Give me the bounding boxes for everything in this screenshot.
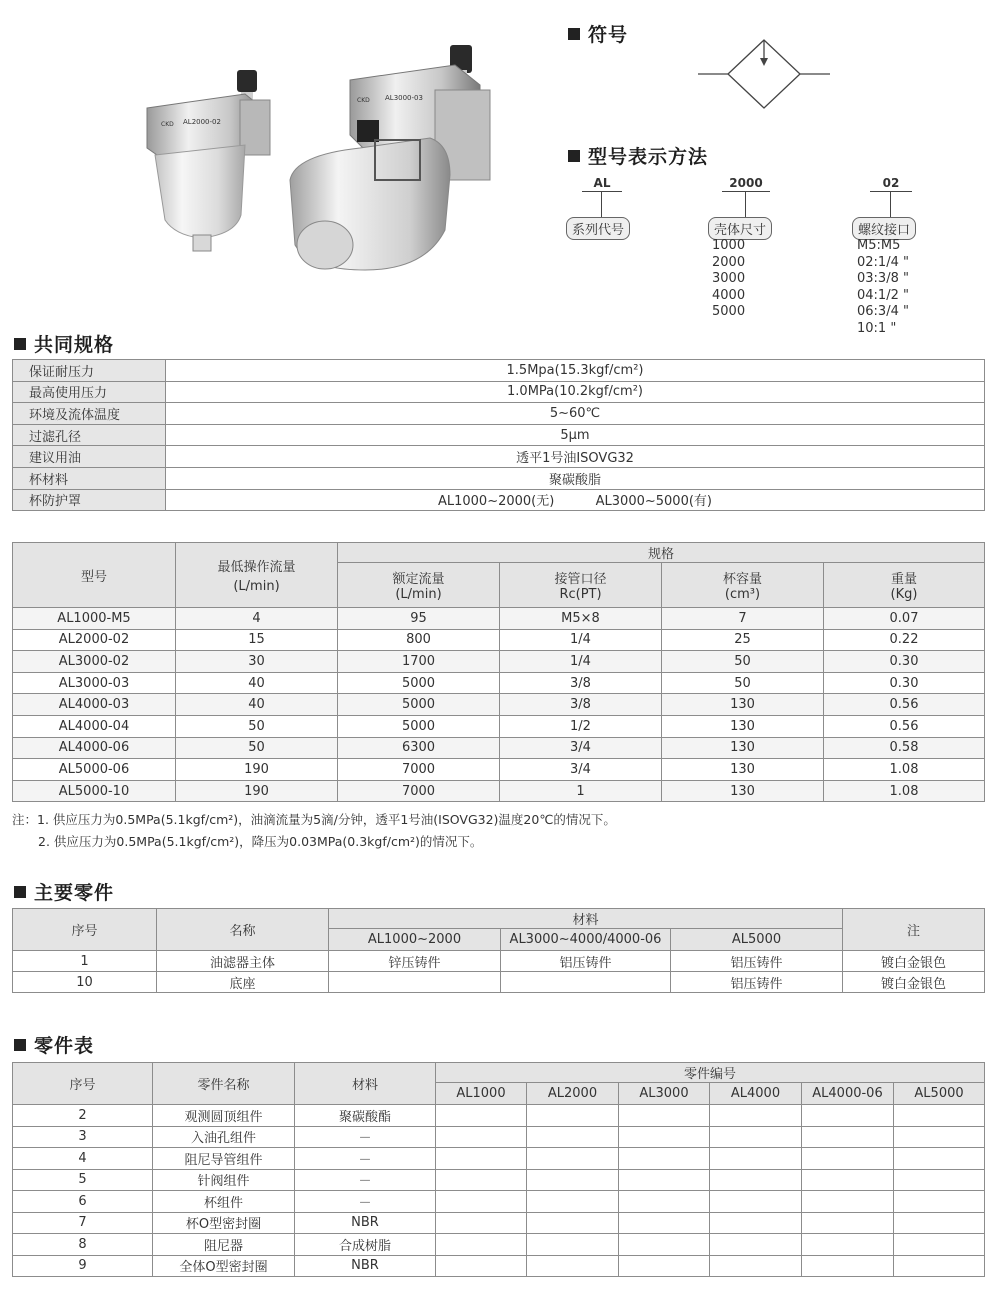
cell-part-number <box>710 1105 802 1127</box>
table-row <box>13 1126 985 1148</box>
table-row <box>13 672 985 694</box>
cell-port: 1/4 <box>500 629 662 651</box>
table-row <box>13 1191 985 1213</box>
cell-part-number <box>527 1191 619 1213</box>
cell-material-al3000-4000 <box>501 972 671 993</box>
cell-part-number <box>894 1191 985 1213</box>
cell-material: － <box>295 1126 436 1148</box>
table-row <box>13 608 985 630</box>
spec-row: 保证耐压力 1.5Mpa(15.3kgf/cm²) <box>13 360 985 382</box>
spec-row: 杯材料 聚碳酸脂 <box>13 467 985 489</box>
series-code-connector <box>601 191 602 217</box>
header-rated-flow: 额定流量 (L/min) <box>338 563 500 608</box>
cell-part-number <box>619 1212 710 1234</box>
size-code-connector <box>745 191 746 217</box>
cell-port: 3/4 <box>500 759 662 781</box>
port-options: M5:M5 02:1/4 " 03:3/8 " 04:1/2 " 06:3/4 " 10:1 " <box>857 238 909 336</box>
cell-port: 3/4 <box>500 737 662 759</box>
cell-weight: 0.07 <box>824 608 985 630</box>
cell-part-number <box>802 1126 894 1148</box>
cell-no: 4 <box>13 1148 153 1170</box>
table-row <box>13 1105 985 1127</box>
header-model-al4000-06: AL4000-06 <box>802 1083 894 1105</box>
cell-part-number <box>710 1212 802 1234</box>
cell-part-number <box>436 1126 527 1148</box>
header-material: 材料 <box>329 909 843 929</box>
cell-min-flow: 40 <box>176 694 338 716</box>
cell-weight: 1.08 <box>824 780 985 802</box>
header-no: 序号 <box>13 909 157 951</box>
bullet-square-icon <box>14 886 26 898</box>
bullet-square-icon <box>568 28 580 40</box>
cell-part-name: 入油孔组件 <box>153 1126 295 1148</box>
port-code-connector <box>890 191 891 217</box>
main-parts-table <box>12 908 985 993</box>
cell-part-number <box>802 1191 894 1213</box>
cell-cup-capacity: 130 <box>662 715 824 737</box>
header-name: 名称 <box>157 909 329 951</box>
size-code-underline <box>722 191 770 192</box>
cell-material: NBR <box>295 1212 436 1234</box>
header-min-flow: 最低操作流量 (L/min) <box>176 543 338 608</box>
cell-weight: 0.56 <box>824 715 985 737</box>
cell-weight: 0.58 <box>824 737 985 759</box>
cell-part-number <box>710 1255 802 1277</box>
cell-part-number <box>527 1234 619 1256</box>
table-row <box>13 737 985 759</box>
table-row <box>13 951 985 972</box>
cell-weight: 0.30 <box>824 651 985 673</box>
header-spec: 规格 <box>338 543 985 563</box>
cell-part-number <box>802 1169 894 1191</box>
cell-rated-flow: 7000 <box>338 759 500 781</box>
series-label: 系列代号 <box>566 217 630 240</box>
header-part-no: 零件编号 <box>436 1063 985 1083</box>
cell-part-number <box>619 1148 710 1170</box>
cell-no: 8 <box>13 1234 153 1256</box>
size-options: 1000 2000 3000 4000 5000 <box>712 238 746 320</box>
cell-part-number <box>619 1234 710 1256</box>
cell-rated-flow: 5000 <box>338 694 500 716</box>
header-model-al1000: AL1000 <box>436 1083 527 1105</box>
spec-row: 建议用油 透平1号油ISOVG32 <box>13 446 985 468</box>
cell-part-number <box>894 1255 985 1277</box>
cell-part-name: 针阀组件 <box>153 1169 295 1191</box>
cell-part-number <box>894 1126 985 1148</box>
main-parts-title: 主要零件 <box>14 878 114 905</box>
cell-part-number <box>894 1105 985 1127</box>
port-code: 02 <box>882 176 900 190</box>
note-1: 注：1. 供应压力为0.5MPa(5.1kgf/cm²)，油滴流量为5滴/分钟，透平1号油(ISOVG32)温度20℃的情况下。 <box>12 812 616 827</box>
cell-name: 油滤器主体 <box>157 951 329 972</box>
cell-part-number <box>802 1212 894 1234</box>
lubricator-small <box>147 70 270 251</box>
cell-no: 2 <box>13 1105 153 1127</box>
cell-part-number <box>894 1148 985 1170</box>
header-model-al2000: AL2000 <box>527 1083 619 1105</box>
cell-part-number <box>710 1169 802 1191</box>
cell-weight: 0.30 <box>824 672 985 694</box>
cell-part-number <box>710 1148 802 1170</box>
cell-min-flow: 40 <box>176 672 338 694</box>
cell-cup-capacity: 25 <box>662 629 824 651</box>
cell-part-number <box>894 1169 985 1191</box>
cell-model: AL4000-04 <box>13 715 176 737</box>
bullet-square-icon <box>14 1039 26 1051</box>
cell-material-al1000-2000: 锌压铸件 <box>329 951 501 972</box>
cell-model: AL4000-03 <box>13 694 176 716</box>
cell-part-number <box>619 1191 710 1213</box>
cell-rated-flow: 1700 <box>338 651 500 673</box>
series-code: AL <box>593 176 611 190</box>
cell-rated-flow: 5000 <box>338 715 500 737</box>
cell-part-name: 全体O型密封圈 <box>153 1255 295 1277</box>
cell-material: － <box>295 1191 436 1213</box>
cell-no: 6 <box>13 1191 153 1213</box>
brand-large: CKD <box>357 97 370 104</box>
header-weight: 重量 (Kg) <box>824 563 985 608</box>
table-row <box>13 629 985 651</box>
header-note: 注 <box>843 909 985 951</box>
table-row <box>13 1234 985 1256</box>
header-port: 接管口径 Rc(PT) <box>500 563 662 608</box>
parts-list-title: 零件表 <box>14 1031 94 1058</box>
cell-part-number <box>527 1105 619 1127</box>
cell-part-number <box>436 1255 527 1277</box>
bullet-square-icon <box>568 150 580 162</box>
cell-part-number <box>619 1105 710 1127</box>
cell-rated-flow: 5000 <box>338 672 500 694</box>
cell-port: M5×8 <box>500 608 662 630</box>
cell-min-flow: 15 <box>176 629 338 651</box>
cell-no: 7 <box>13 1212 153 1234</box>
header-part-name: 零件名称 <box>153 1063 295 1105</box>
cell-part-number <box>527 1126 619 1148</box>
cell-min-flow: 50 <box>176 715 338 737</box>
header-model-al3000: AL3000 <box>619 1083 710 1105</box>
cell-model: AL5000-06 <box>13 759 176 781</box>
header-cup: 杯容量 (cm³) <box>662 563 824 608</box>
cell-no: 9 <box>13 1255 153 1277</box>
cell-note: 镀白金银色 <box>843 972 985 993</box>
size-label: 壳体尺寸 <box>708 217 772 240</box>
cell-material: 聚碳酸酯 <box>295 1105 436 1127</box>
table-row <box>13 1255 985 1277</box>
cell-material: － <box>295 1169 436 1191</box>
cell-part-number <box>802 1234 894 1256</box>
header-model-al4000: AL4000 <box>710 1083 802 1105</box>
cell-rated-flow: 6300 <box>338 737 500 759</box>
lubricator-symbol-icon <box>698 38 830 114</box>
cell-part-number <box>619 1169 710 1191</box>
cell-part-name: 杯组件 <box>153 1191 295 1213</box>
spec-row: 环境及流体温度 5~60℃ <box>13 403 985 425</box>
cell-min-flow: 30 <box>176 651 338 673</box>
cell-min-flow: 4 <box>176 608 338 630</box>
cell-part-number <box>710 1126 802 1148</box>
cell-part-number <box>527 1169 619 1191</box>
cell-material: 合成树脂 <box>295 1234 436 1256</box>
table-row <box>13 651 985 673</box>
cell-name: 底座 <box>157 972 329 993</box>
cell-model: AL3000-02 <box>13 651 176 673</box>
header-model: 型号 <box>13 543 176 608</box>
cell-cup-capacity: 130 <box>662 737 824 759</box>
cell-part-name: 阻尼器 <box>153 1234 295 1256</box>
cell-part-number <box>436 1105 527 1127</box>
cell-port: 3/8 <box>500 694 662 716</box>
cell-cup-capacity: 50 <box>662 672 824 694</box>
cell-min-flow: 190 <box>176 759 338 781</box>
cell-part-number <box>436 1191 527 1213</box>
cell-part-number <box>710 1191 802 1213</box>
model-code-title: 型号表示方法 <box>568 142 708 169</box>
cell-no: 1 <box>13 951 157 972</box>
cell-rated-flow: 7000 <box>338 780 500 802</box>
cell-weight: 1.08 <box>824 759 985 781</box>
cell-model: AL5000-10 <box>13 780 176 802</box>
table-row <box>13 1169 985 1191</box>
product-illustration <box>95 30 495 290</box>
cell-part-number <box>894 1234 985 1256</box>
note-2: 2. 供应压力为0.5MPa(5.1kgf/cm²)，降压为0.03MPa(0.3kgf/cm²)的情况下。 <box>38 834 483 849</box>
series-code-underline <box>582 191 622 192</box>
cell-min-flow: 50 <box>176 737 338 759</box>
label-small: AL2000-02 <box>183 118 221 126</box>
cell-part-number <box>527 1148 619 1170</box>
table-row <box>13 1148 985 1170</box>
cell-part-number <box>436 1234 527 1256</box>
cell-part-number <box>436 1212 527 1234</box>
cell-material-al1000-2000 <box>329 972 501 993</box>
cell-min-flow: 190 <box>176 780 338 802</box>
cell-part-number <box>527 1255 619 1277</box>
brand-small: CKD <box>161 121 174 128</box>
model-spec-table <box>12 542 985 802</box>
cell-cup-capacity: 130 <box>662 759 824 781</box>
cell-part-number <box>802 1255 894 1277</box>
port-code-underline <box>870 191 912 192</box>
cell-part-number <box>802 1105 894 1127</box>
table-row <box>13 1212 985 1234</box>
port-label: 螺纹接口 <box>852 217 916 240</box>
size-code: 2000 <box>729 176 763 190</box>
cell-part-name: 杯O型密封圈 <box>153 1212 295 1234</box>
table-row <box>13 780 985 802</box>
cell-model: AL4000-06 <box>13 737 176 759</box>
table-row <box>13 972 985 993</box>
spec-row: 过滤孔径 5μm <box>13 424 985 446</box>
product-photos <box>95 30 495 290</box>
cell-port: 3/8 <box>500 672 662 694</box>
symbol-title: 符号 <box>568 20 628 47</box>
cell-part-name: 观测圆顶组件 <box>153 1105 295 1127</box>
cell-part-number <box>436 1148 527 1170</box>
cell-part-number <box>619 1255 710 1277</box>
cell-no: 10 <box>13 972 157 993</box>
cell-part-name: 阻尼导管组件 <box>153 1148 295 1170</box>
header-col1: AL1000~2000 <box>329 929 501 951</box>
table-row <box>13 759 985 781</box>
cell-no: 3 <box>13 1126 153 1148</box>
cell-part-number <box>527 1212 619 1234</box>
cell-part-number <box>710 1234 802 1256</box>
cell-no: 5 <box>13 1169 153 1191</box>
header-model-al5000: AL5000 <box>894 1083 985 1105</box>
cell-material-al5000: 铝压铸件 <box>671 972 843 993</box>
cell-material: NBR <box>295 1255 436 1277</box>
cell-material-al5000: 铝压铸件 <box>671 951 843 972</box>
cell-note: 镀白金银色 <box>843 951 985 972</box>
lubricator-large <box>290 45 490 270</box>
cell-weight: 0.56 <box>824 694 985 716</box>
cell-material: － <box>295 1148 436 1170</box>
cell-material-al3000-4000: 铝压铸件 <box>501 951 671 972</box>
parts-list-table <box>12 1062 985 1277</box>
cell-port: 1/2 <box>500 715 662 737</box>
cell-rated-flow: 800 <box>338 629 500 651</box>
cell-rated-flow: 95 <box>338 608 500 630</box>
table-row <box>13 715 985 737</box>
header-col2: AL3000~4000/4000-06 <box>501 929 671 951</box>
cell-part-number <box>436 1169 527 1191</box>
cell-cup-capacity: 50 <box>662 651 824 673</box>
label-large: AL3000-03 <box>385 94 423 102</box>
bullet-square-icon <box>14 338 26 350</box>
cell-model: AL1000-M5 <box>13 608 176 630</box>
cell-port: 1/4 <box>500 651 662 673</box>
common-specs-table <box>12 359 985 511</box>
cell-port: 1 <box>500 780 662 802</box>
header-material: 材料 <box>295 1063 436 1105</box>
spec-row: 最高使用压力 1.0MPa(10.2kgf/cm²) <box>13 381 985 403</box>
cell-cup-capacity: 130 <box>662 780 824 802</box>
cell-model: AL2000-02 <box>13 629 176 651</box>
cell-part-number <box>619 1126 710 1148</box>
header-col3: AL5000 <box>671 929 843 951</box>
cell-part-number <box>802 1148 894 1170</box>
cell-weight: 0.22 <box>824 629 985 651</box>
cell-cup-capacity: 7 <box>662 608 824 630</box>
table-row <box>13 694 985 716</box>
spec-row: 杯防护罩 AL1000~2000(无) AL3000~5000(有) <box>13 489 985 511</box>
cell-cup-capacity: 130 <box>662 694 824 716</box>
common-specs-title: 共同规格 <box>14 330 114 357</box>
cell-model: AL3000-03 <box>13 672 176 694</box>
header-no: 序号 <box>13 1063 153 1105</box>
cell-part-number <box>894 1212 985 1234</box>
